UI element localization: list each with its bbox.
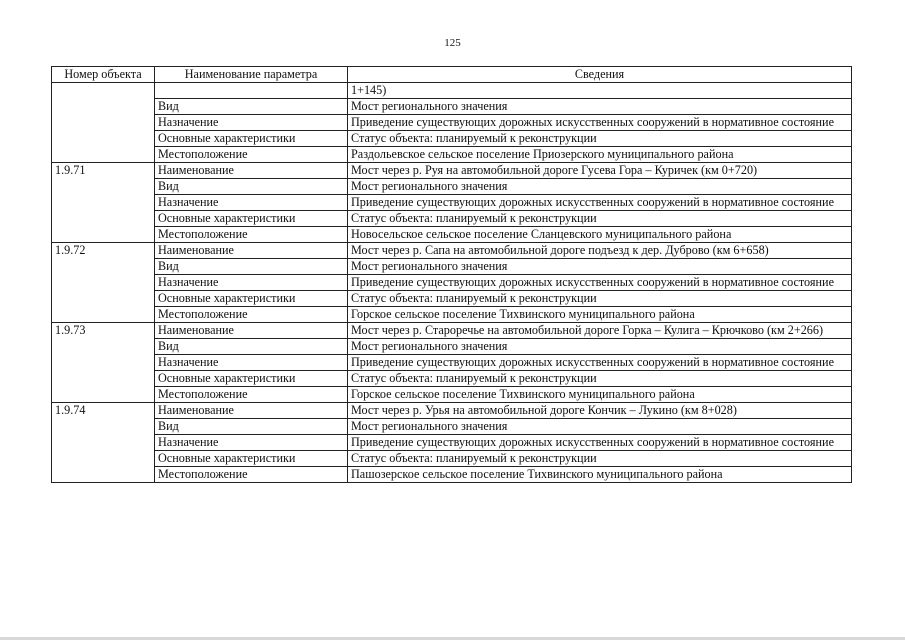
value-cell: Новосельское сельское поселение Сланцевского муниципального района [348, 227, 852, 243]
table-row [52, 307, 852, 323]
param-cell: Назначение [155, 275, 348, 291]
table-row [52, 99, 852, 115]
table-row [52, 355, 852, 371]
param-cell: Вид [155, 179, 348, 195]
value-cell: Статус объекта: планируемый к реконструкции [348, 371, 852, 387]
param-cell: Вид [155, 419, 348, 435]
table-row [52, 387, 852, 403]
value-cell: Приведение существующих дорожных искусственных сооружений в нормативное состояние [348, 275, 852, 291]
param-cell: Местоположение [155, 467, 348, 483]
table-row [52, 179, 852, 195]
value-cell: Приведение существующих дорожных искусственных сооружений в нормативное состояние [348, 115, 852, 131]
value-cell: Мост регионального значения [348, 259, 852, 275]
page-number: 125 [444, 37, 461, 49]
table-row [52, 435, 852, 451]
value-cell: 1+145) [348, 83, 852, 99]
table-row [52, 467, 852, 483]
table-header-row [52, 67, 852, 83]
table-body [52, 83, 852, 483]
table-row [52, 243, 852, 259]
object-number-cell: 1.9.71 [52, 163, 155, 243]
value-cell: Мост регионального значения [348, 339, 852, 355]
table-row [52, 291, 852, 307]
table-row [52, 275, 852, 291]
value-cell: Мост регионального значения [348, 99, 852, 115]
param-cell: Основные характеристики [155, 371, 348, 387]
param-cell: Вид [155, 339, 348, 355]
table-row [52, 163, 852, 179]
param-cell: Местоположение [155, 147, 348, 163]
table-row [52, 83, 852, 99]
table-row [52, 339, 852, 355]
table-row [52, 419, 852, 435]
table-row [52, 451, 852, 467]
value-cell: Мост через р. Староречье на автомобильной дороге Горка – Кулига – Крючково (км 2+266) [348, 323, 852, 339]
param-cell: Основные характеристики [155, 451, 348, 467]
param-cell: Вид [155, 99, 348, 115]
objects-table [51, 66, 852, 483]
param-cell: Местоположение [155, 227, 348, 243]
value-cell: Приведение существующих дорожных искусственных сооружений в нормативное состояние [348, 435, 852, 451]
value-cell: Статус объекта: планируемый к реконструкции [348, 291, 852, 307]
table-row [52, 195, 852, 211]
value-cell: Мост через р. Сапа на автомобильной дороге подъезд к дер. Дуброво (км 6+658) [348, 243, 852, 259]
table-row [52, 211, 852, 227]
value-cell: Горское сельское поселение Тихвинского муниципального района [348, 307, 852, 323]
object-number-cell: 1.9.72 [52, 243, 155, 323]
header-param: Наименование параметра [155, 67, 348, 83]
param-cell: Назначение [155, 195, 348, 211]
value-cell: Приведение существующих дорожных искусственных сооружений в нормативное состояние [348, 355, 852, 371]
table-row [52, 403, 852, 419]
header-number: Номер объекта [52, 67, 155, 83]
value-cell: Мост через р. Руя на автомобильной дороге Гусева Гора – Куричек (км 0+720) [348, 163, 852, 179]
object-number-cell [52, 83, 155, 163]
object-number-cell: 1.9.74 [52, 403, 155, 483]
param-cell: Назначение [155, 355, 348, 371]
table-row [52, 259, 852, 275]
value-cell: Мост регионального значения [348, 419, 852, 435]
param-cell: Местоположение [155, 387, 348, 403]
param-cell: Основные характеристики [155, 291, 348, 307]
value-cell: Мост регионального значения [348, 179, 852, 195]
param-cell: Наименование [155, 403, 348, 419]
param-cell: Наименование [155, 243, 348, 259]
table-row [52, 371, 852, 387]
param-cell: Основные характеристики [155, 131, 348, 147]
table-row [52, 147, 852, 163]
param-cell: Местоположение [155, 307, 348, 323]
param-cell: Вид [155, 259, 348, 275]
header-info: Сведения [348, 67, 852, 83]
value-cell: Статус объекта: планируемый к реконструкции [348, 451, 852, 467]
value-cell: Горское сельское поселение Тихвинского муниципального района [348, 387, 852, 403]
value-cell: Статус объекта: планируемый к реконструкции [348, 131, 852, 147]
table-row [52, 227, 852, 243]
param-cell: Основные характеристики [155, 211, 348, 227]
param-cell: Наименование [155, 323, 348, 339]
param-cell: Назначение [155, 115, 348, 131]
value-cell: Раздольевское сельское поселение Приозерского муниципального района [348, 147, 852, 163]
table-row [52, 115, 852, 131]
object-number-cell: 1.9.73 [52, 323, 155, 403]
table-row [52, 131, 852, 147]
table-row [52, 323, 852, 339]
param-cell: Наименование [155, 163, 348, 179]
value-cell: Пашозерское сельское поселение Тихвинского муниципального района [348, 467, 852, 483]
value-cell: Статус объекта: планируемый к реконструкции [348, 211, 852, 227]
value-cell: Мост через р. Урья на автомобильной дороге Кончик – Лукино (км 8+028) [348, 403, 852, 419]
param-cell [155, 83, 348, 99]
param-cell: Назначение [155, 435, 348, 451]
value-cell: Приведение существующих дорожных искусственных сооружений в нормативное состояние [348, 195, 852, 211]
